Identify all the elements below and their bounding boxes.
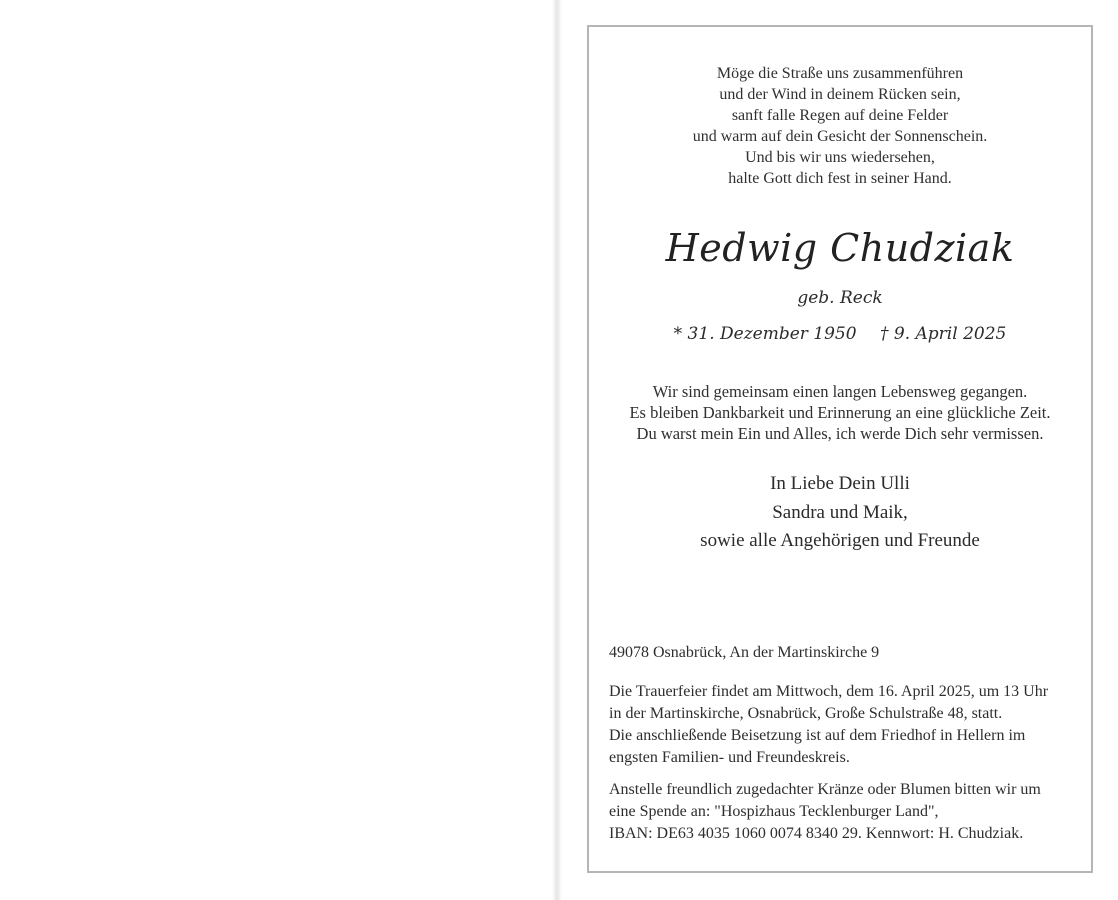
signature-line: Sandra und Maik, bbox=[772, 501, 908, 523]
poem-line: Und bis wir uns wiedersehen, bbox=[745, 149, 935, 166]
poem-line: Möge die Straße uns zusammenführen bbox=[716, 65, 964, 82]
funeral-details bbox=[609, 642, 1077, 845]
tribute-line: Du warst mein Ein und Alles, ich werde Dich sehr vermissen. bbox=[636, 424, 1044, 443]
donation-info bbox=[609, 779, 1077, 845]
donation-line: eine Spende an: "Hospizhaus Tecklenburger Land", bbox=[609, 803, 939, 820]
tribute-line: Wir sind gemeinsam einen langen Lebensweg gegangen. bbox=[652, 382, 1028, 401]
signature-block bbox=[589, 470, 1091, 556]
memorial-card bbox=[587, 25, 1093, 873]
donation-line: Anstelle freundlich zugedachter Kränze oder Blumen bitten wir um bbox=[609, 781, 1041, 798]
life-dates bbox=[589, 323, 1091, 345]
signature-line: In Liebe Dein Ulli bbox=[770, 473, 910, 494]
service-info bbox=[609, 681, 1077, 769]
poem-line: sanft falle Regen auf deine Felder bbox=[731, 107, 949, 124]
deceased-name: Hedwig Chudziak bbox=[665, 226, 1015, 270]
service-line: engsten Familien- und Freundeskreis. bbox=[609, 749, 850, 766]
poem-line: halte Gott dich fest in seiner Hand. bbox=[728, 170, 952, 187]
death-date: † 9. April 2025 bbox=[879, 324, 1007, 344]
tribute-line: Es bleiben Dankbarkeit und Erinnerung an eine glückliche Zeit. bbox=[629, 403, 1051, 422]
poem-line: und warm auf dein Gesicht der Sonnenschein. bbox=[692, 128, 988, 145]
service-line: in der Martinskirche, Osnabrück, Große Schulstraße 48, statt. bbox=[609, 705, 1003, 722]
signature-line: sowie alle Angehörigen und Freunde bbox=[700, 530, 980, 551]
opening-poem bbox=[589, 63, 1091, 189]
poem-line: und der Wind in deinem Rücken sein, bbox=[719, 86, 961, 103]
service-line: Die Trauerfeier findet am Mittwoch, dem 16. April 2025, um 13 Uhr bbox=[609, 683, 1049, 700]
maiden-name: geb. Reck bbox=[797, 288, 883, 308]
tribute-text bbox=[589, 381, 1091, 444]
page-fold-divider bbox=[552, 0, 562, 900]
service-line: Die anschließende Beisetzung ist auf dem Friedhof in Hellern im bbox=[609, 727, 1026, 744]
address-line: 49078 Osnabrück, An der Martinskirche 9 bbox=[609, 644, 880, 661]
donation-line: IBAN: DE63 4035 1060 0074 8340 29. Kennwort: H. Chudziak. bbox=[609, 825, 1024, 842]
birth-date: * 31. Dezember 1950 bbox=[673, 324, 857, 344]
